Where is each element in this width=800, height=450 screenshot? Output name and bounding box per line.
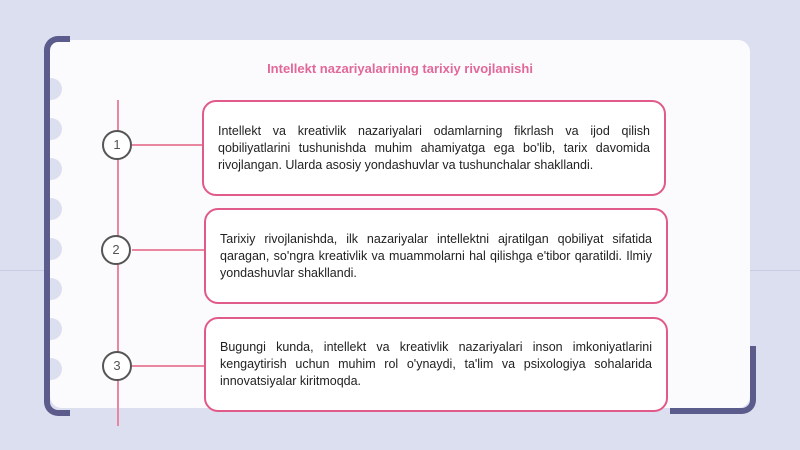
corner-bracket-left xyxy=(44,36,70,416)
timeline-box-2 xyxy=(204,208,668,304)
timeline-text-1: Intellekt va kreativlik nazariyalari odamlarning fikrlash va ijod qilish qobiliyatlarini tushunishda muhim ahamiyatga ega bo'lib, tarix davomida rivojlangan. Ularda asosiy yondashuvlar va tushunchalar shakllandi. xyxy=(218,123,650,172)
timeline-node-3: 3 xyxy=(102,351,132,381)
timeline-node-2: 2 xyxy=(101,235,131,265)
timeline-connector xyxy=(132,144,204,146)
timeline-text-2: Tarixiy rivojlanishda, ilk nazariyalar intellektni ajratilgan qobiliyat sifatida qaragan, so'ngra kreativlik va muammolarni hal qilishga e'tibor qaratildi. Ilmiy yondashuvlar shakllandi. xyxy=(220,231,652,280)
timeline-box-3 xyxy=(204,317,668,412)
timeline-text-3: Bugungi kunda, intellekt va kreativlik nazariyalari inson imkoniyatlarini kengaytirish uchun muhim rol o'ynaydi, ta'lim va psixologiya sohalarida innovatsiyalar kiritmoqda. xyxy=(220,340,652,388)
timeline-node-1: 1 xyxy=(102,130,132,160)
slide-title: Intellekt nazariyalarining tarixiy rivojlanishi xyxy=(267,61,533,76)
timeline-box-1 xyxy=(202,100,666,196)
timeline-connector xyxy=(132,249,204,251)
timeline-connector xyxy=(132,365,204,367)
corner-bracket-bottom-right xyxy=(670,346,756,414)
